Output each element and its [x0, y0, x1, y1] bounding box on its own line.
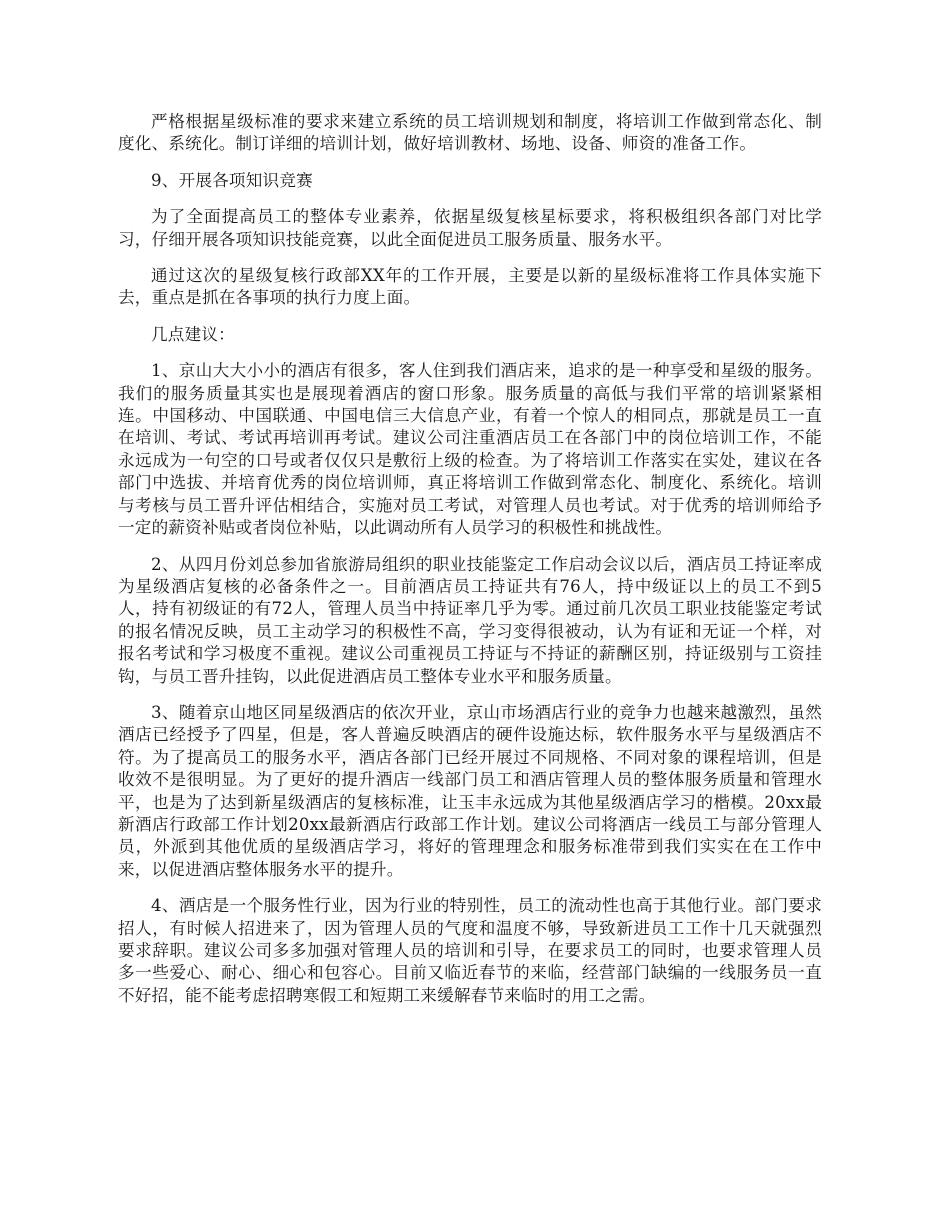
suggestion-item-3: 3、随着京山地区同星级酒店的依次开业，京山市场酒店行业的竞争力也越来越激烈，虽然酒店已经授予了四星，但是，客人普遍反映酒店的硬件设施达标，软件服务水平与星级酒店不符。为了提高员工的服务水平，酒店各部门已经开展过不同规格、不同对象的课程培训，但是收效不是很明显。为了更好的提升酒店一线部门员工和酒店管理人员的整体服务质量和管理水平，也是为了达到新星级酒店的复核标准，让玉丰永远成为其他星级酒店学习的楷模。20xx最新酒店行政部工作计划20xx最新酒店行政部工作计划。建议公司将酒店一线员工与部分管理人员，外派到其他优质的星级酒店学习，将好的管理理念和服务标准带到我们实实在在工作中来，以促进酒店整体服务水平的提升。: [118, 702, 822, 879]
section-heading-competitions: 9、开展各项知识竞赛: [151, 170, 313, 190]
paragraph-training-system: 严格根据星级标准的要求来建立系统的员工培训规划和制度，将培训工作做到常态化、制度化、系统化。制订详细的培训计划，做好培训教材、场地、设备、师资的准备工作。: [118, 112, 822, 154]
suggestion-item-1: 1、京山大大小小的酒店有很多，客人住到我们酒店来，追求的是一种享受和星级的服务。我们的服务质量其实也是展现着酒店的窗口形象。服务质量的高低与我们平常的培训紧紧相连。中国移动、中国联通、中国电信三大信息产业，有着一个惊人的相同点，那就是员工一直在培训、考试、考试再培训再考试。建议公司注重酒店员工在各部门中的岗位培训工作，不能永远成为一句空的口号或者仅仅只是敷衍上级的检查。为了将培训工作落实在实处，建议在各部门中选拔、并培育优秀的岗位培训师，真正将培训工作做到常态化、制度化、系统化。培训与考核与员工晋升评估相结合，实施对员工考试，对管理人员也考试。对于优秀的培训师给予一定的薪资补贴或者岗位补贴，以此调动所有人员学习的积极性和挑战性。: [118, 361, 822, 538]
suggestion-item-2: 2、从四月份刘总参加省旅游局组织的职业技能鉴定工作启动会议以后，酒店员工持证率成为星级酒店复核的必备条件之一。目前酒店员工持证共有76人，持中级证以上的员工不到5人，持有初级证的有72人，管理人员当中持证率几乎为零。通过前几次员工职业技能鉴定考试的报名情况反映，员工主动学习的积极性不高，学习变得很被动，认为有证和无证一个样，对报名考试和学习极度不重视。建议公司重视员工持证与不持证的薪酬区别，持证级别与工资挂钩，与员工晋升挂钩，以此促进酒店员工整体专业水平和服务质量。: [118, 554, 822, 686]
suggestion-item-4: 4、酒店是一个服务性行业，因为行业的特别性，员工的流动性也高于其他行业。部门要求招人，有时候人招进来了，因为管理人员的气度和温度不够，导致新进员工工作十几天就强烈要求辞职。建议公司多多加强对管理人员的培训和引导，在要求员工的同时，也要求管理人员多一些爱心、耐心、细心和包容心。目前又临近春节的来临，经营部门缺编的一线服务员一直不好招，能不能考虑招聘寒假工和短期工来缓解春节来临时的用工之需。: [118, 896, 822, 1005]
section-heading-suggestions: 几点建议：: [151, 324, 235, 344]
paragraph-summary: 通过这次的星级复核行政部XX年的工作开展，主要是以新的星级标准将工作具体实施下去，重点是抓在各事项的执行力度上面。: [118, 266, 822, 308]
paragraph-competitions: 为了全面提高员工的整体专业素养，依据星级复核星标要求，将积极组织各部门对比学习，仔细开展各项知识技能竞赛，以此全面促进员工服务质量、服务水平。: [118, 207, 822, 249]
